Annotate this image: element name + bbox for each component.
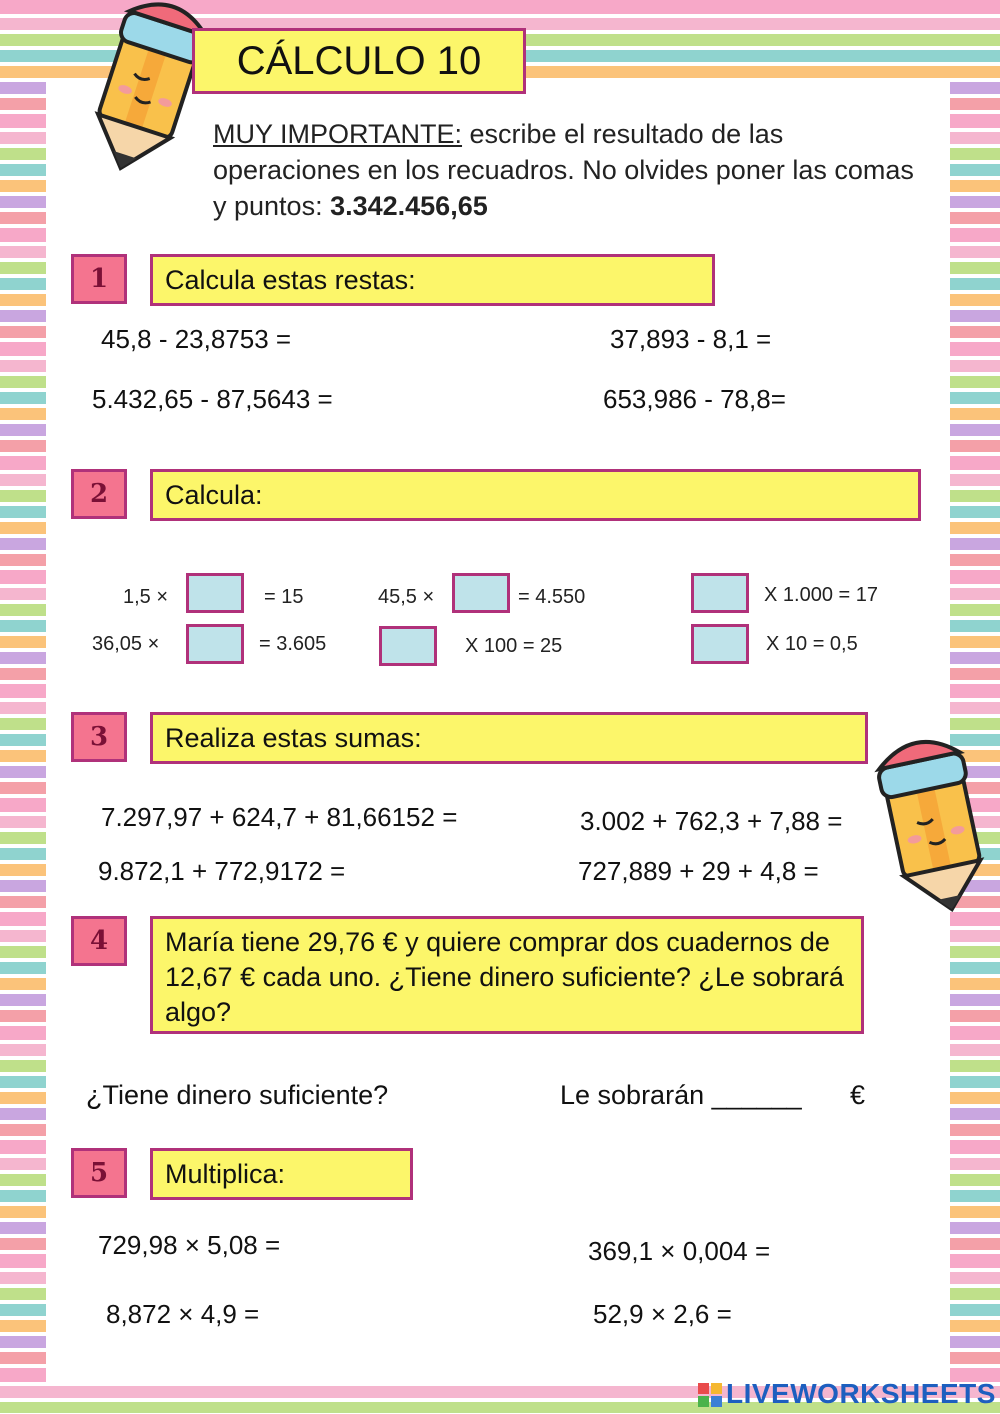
section-number: 2 bbox=[71, 469, 127, 519]
section-heading: Calcula estas restas: bbox=[150, 254, 715, 306]
multiplicacion-2: 369,1 × 0,004 = bbox=[588, 1236, 771, 1266]
resta-1: 45,8 - 23,8753 = bbox=[101, 324, 292, 354]
calc-c-right: X 1.000 = 17 bbox=[764, 584, 878, 606]
section-heading: Multiplica: bbox=[150, 1148, 413, 1200]
question-enough-money: ¿Tiene dinero suficiente? bbox=[86, 1080, 389, 1110]
section-number: 5 bbox=[71, 1148, 127, 1198]
euro-sign: € bbox=[850, 1080, 866, 1110]
calc-b-right: = 4.550 bbox=[518, 586, 586, 608]
worksheet-title: CÁLCULO 10 bbox=[192, 28, 526, 94]
multiplicacion-3: 8,872 × 4,9 = bbox=[106, 1299, 260, 1329]
logo-text: LIVEWORKSHEETS bbox=[726, 1378, 996, 1409]
multiplicacion-1: 729,98 × 5,08 = bbox=[98, 1230, 281, 1260]
calc-e-right: X 100 = 25 bbox=[465, 635, 563, 657]
resta-3: 5.432,65 - 87,5643 = bbox=[92, 384, 333, 414]
answer-box[interactable] bbox=[186, 624, 244, 664]
resta-2: 37,893 - 8,1 = bbox=[610, 324, 772, 354]
section-heading: Realiza estas sumas: bbox=[150, 712, 868, 764]
instructions-label: MUY IMPORTANTE: bbox=[213, 119, 463, 149]
calc-f-right: X 10 = 0,5 bbox=[766, 633, 858, 655]
instructions-text: escribe el resultado de las operaciones en los recuadros. No olvides poner las comas y puntos: bbox=[213, 119, 914, 221]
suma-2: 3.002 + 762,3 + 7,88 = bbox=[580, 806, 843, 836]
pencil-icon bbox=[868, 735, 1000, 915]
section-number: 1 bbox=[71, 254, 127, 304]
suma-4: 727,889 + 29 + 4,8 = bbox=[578, 856, 819, 886]
multiplicacion-4: 52,9 × 2,6 = bbox=[593, 1299, 732, 1329]
instructions bbox=[213, 116, 933, 224]
suma-3: 9.872,1 + 772,9172 = bbox=[98, 856, 346, 886]
section-number: 3 bbox=[71, 712, 127, 762]
answer-box[interactable] bbox=[691, 624, 749, 664]
section-heading: Calcula: bbox=[150, 469, 921, 521]
answer-box[interactable] bbox=[691, 573, 749, 613]
answer-box[interactable] bbox=[186, 573, 244, 613]
section-number: 4 bbox=[71, 916, 127, 966]
resta-4: 653,986 - 78,8= bbox=[603, 384, 786, 414]
answer-box[interactable] bbox=[452, 573, 510, 613]
calc-a-left: 1,5 × bbox=[123, 586, 169, 608]
logo-icon bbox=[698, 1382, 722, 1406]
instructions-example: 3.342.456,65 bbox=[330, 191, 488, 221]
calc-a-right: = 15 bbox=[264, 586, 304, 608]
calc-d-left: 36,05 × bbox=[92, 633, 160, 655]
calc-d-right: = 3.605 bbox=[259, 633, 327, 655]
word-problem: María tiene 29,76 € y quiere comprar dos cuadernos de 12,67 € cada uno. ¿Tiene dinero suficiente? ¿Le sobrará algo? bbox=[150, 916, 864, 1034]
answer-box[interactable] bbox=[379, 626, 437, 666]
liveworksheets-logo bbox=[698, 1378, 996, 1410]
suma-1: 7.297,97 + 624,7 + 81,66152 = bbox=[101, 802, 458, 832]
calc-b-left: 45,5 × bbox=[378, 586, 435, 608]
question-leftover: Le sobrarán ______ bbox=[560, 1080, 802, 1110]
